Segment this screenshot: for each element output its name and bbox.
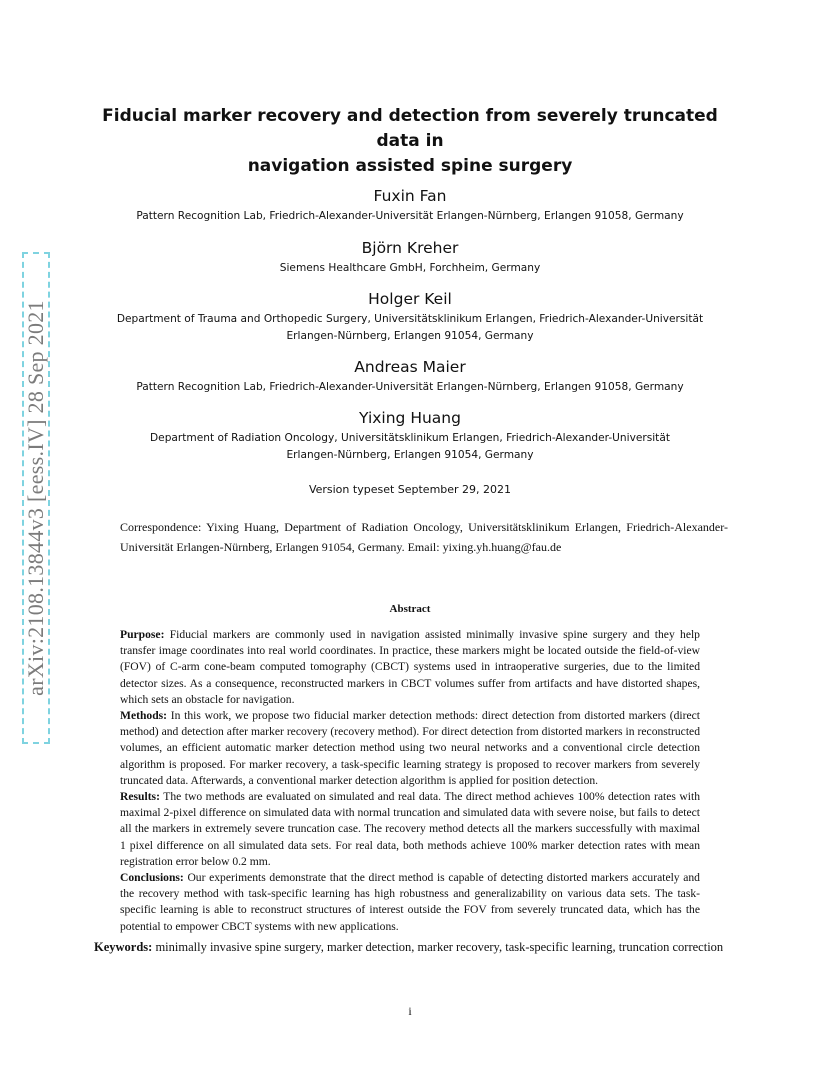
author-block-1	[80, 186, 740, 225]
abstract-results	[120, 789, 700, 870]
author-name: Holger Keil	[368, 290, 452, 308]
author-block-3	[80, 289, 740, 345]
correspondence-text: Correspondence: Yixing Huang, Department of Radiation Oncology, Universitätsklinikum Erlangen, Friedrich-Alexander-Universität Erlangen-Nürnberg, Erlangen 91054, Germany. Email: yixing.yh.huang@fau.de	[120, 520, 728, 554]
abstract-body	[120, 627, 700, 935]
author-block-4	[80, 357, 740, 396]
arxiv-identifier-text: arXiv:2108.13844v3 [eess.IV] 28 Sep 2021	[23, 300, 48, 696]
author-affiliation: Pattern Recognition Lab, Friedrich-Alexander-Universität Erlangen-Nürnberg, Erlangen 91058, Germany	[136, 381, 684, 393]
author-name: Andreas Maier	[354, 358, 466, 376]
author-affiliation: Department of Radiation Oncology, Universitätsklinikum Erlangen, Friedrich-Alexander-Universität	[150, 432, 670, 444]
paper-title	[80, 104, 740, 179]
abstract-purpose	[120, 627, 700, 708]
abstract-conclusions	[120, 870, 700, 935]
results-text: The two methods are evaluated on simulated and real data. The direct method achieves 100% detection rates with maximal 2-pixel difference on simulated data with normal truncation and simulated data with severe noise, but fails to detect all the markers in extremely severe truncation case. The recovery method detects all the markers successfully with maximal 1 pixel difference on all simulated data sets. For real data, both methods achieve 100% marker detection rates with mean registration error below 0.2 mm.	[120, 790, 700, 868]
title-line-2: navigation assisted spine surgery	[247, 156, 573, 176]
title-line-1: Fiducial marker recovery and detection from severely truncated data in	[102, 106, 718, 151]
version-typeset: Version typeset September 29, 2021	[308, 483, 512, 496]
purpose-label: Purpose:	[120, 628, 165, 641]
abstract-methods	[120, 708, 700, 789]
correspondence	[94, 517, 728, 557]
conclusions-label: Conclusions:	[120, 871, 184, 885]
purpose-text: Fiducial markers are commonly used in navigation assisted minimally invasive spine surgery and they help transfer image coordinates into real world coordinates. In practice, these markers might be located outside the field-of-view (FOV) of C-arm cone-beam computed tomography (CBCT) systems used in intraoperative surgeries, due to the limited detector sizes. As a consequence, reconstructed markers in CBCT volumes suffer from artifacts and have distorted shapes, which sets an obstacle for navigation.	[120, 628, 700, 706]
methods-text: In this work, we propose two fiducial marker detection methods: direct detection from distorted markers (direct method) and detection after marker recovery (recovery method). For direct detection from distorted markers in reconstructed volumes, an efficient automatic marker detection method using two neural networks and a conventional circle detection algorithm is proposed. For marker recovery, a task-specific learning strategy is proposed to recover markers from severely truncated data. Afterwards, a conventional marker detection algorithm is applied for position detection.	[120, 709, 700, 787]
author-affiliation: Siemens Healthcare GmbH, Forchheim, Germany	[279, 262, 541, 274]
arxiv-identifier-stamp	[22, 252, 50, 744]
author-affiliation: Erlangen-Nürnberg, Erlangen 91054, Germany	[286, 330, 534, 342]
author-name: Yixing Huang	[359, 409, 461, 427]
author-block-2	[80, 238, 740, 277]
author-name: Björn Kreher	[361, 239, 459, 257]
author-affiliation: Erlangen-Nürnberg, Erlangen 91054, Germany	[286, 449, 534, 461]
author-name: Fuxin Fan	[373, 187, 447, 205]
page-number: i	[408, 1004, 412, 1018]
keywords	[94, 938, 728, 956]
keywords-label: Keywords:	[94, 940, 153, 954]
conclusions-text: Our experiments demonstrate that the direct method is capable of detecting distorted markers accurately and the recovery method with task-specific learning has high robustness and generalizability on various data sets. The task-specific learning is able to reconstruct structures of interest outside the FOV from severely truncated data, which has the potential to empower CBCT systems with new applications.	[120, 871, 700, 933]
keywords-text: minimally invasive spine surgery, marker detection, marker recovery, task-specific learning, truncation correction	[155, 940, 724, 954]
abstract-heading: Abstract	[389, 603, 431, 615]
author-affiliation: Pattern Recognition Lab, Friedrich-Alexander-Universität Erlangen-Nürnberg, Erlangen 91058, Germany	[136, 210, 684, 222]
author-affiliation: Department of Trauma and Orthopedic Surgery, Universitätsklinikum Erlangen, Friedrich-Alexander-Universität	[116, 313, 704, 325]
methods-label: Methods:	[120, 709, 168, 723]
author-block-5	[80, 408, 740, 464]
results-label: Results:	[120, 790, 160, 804]
